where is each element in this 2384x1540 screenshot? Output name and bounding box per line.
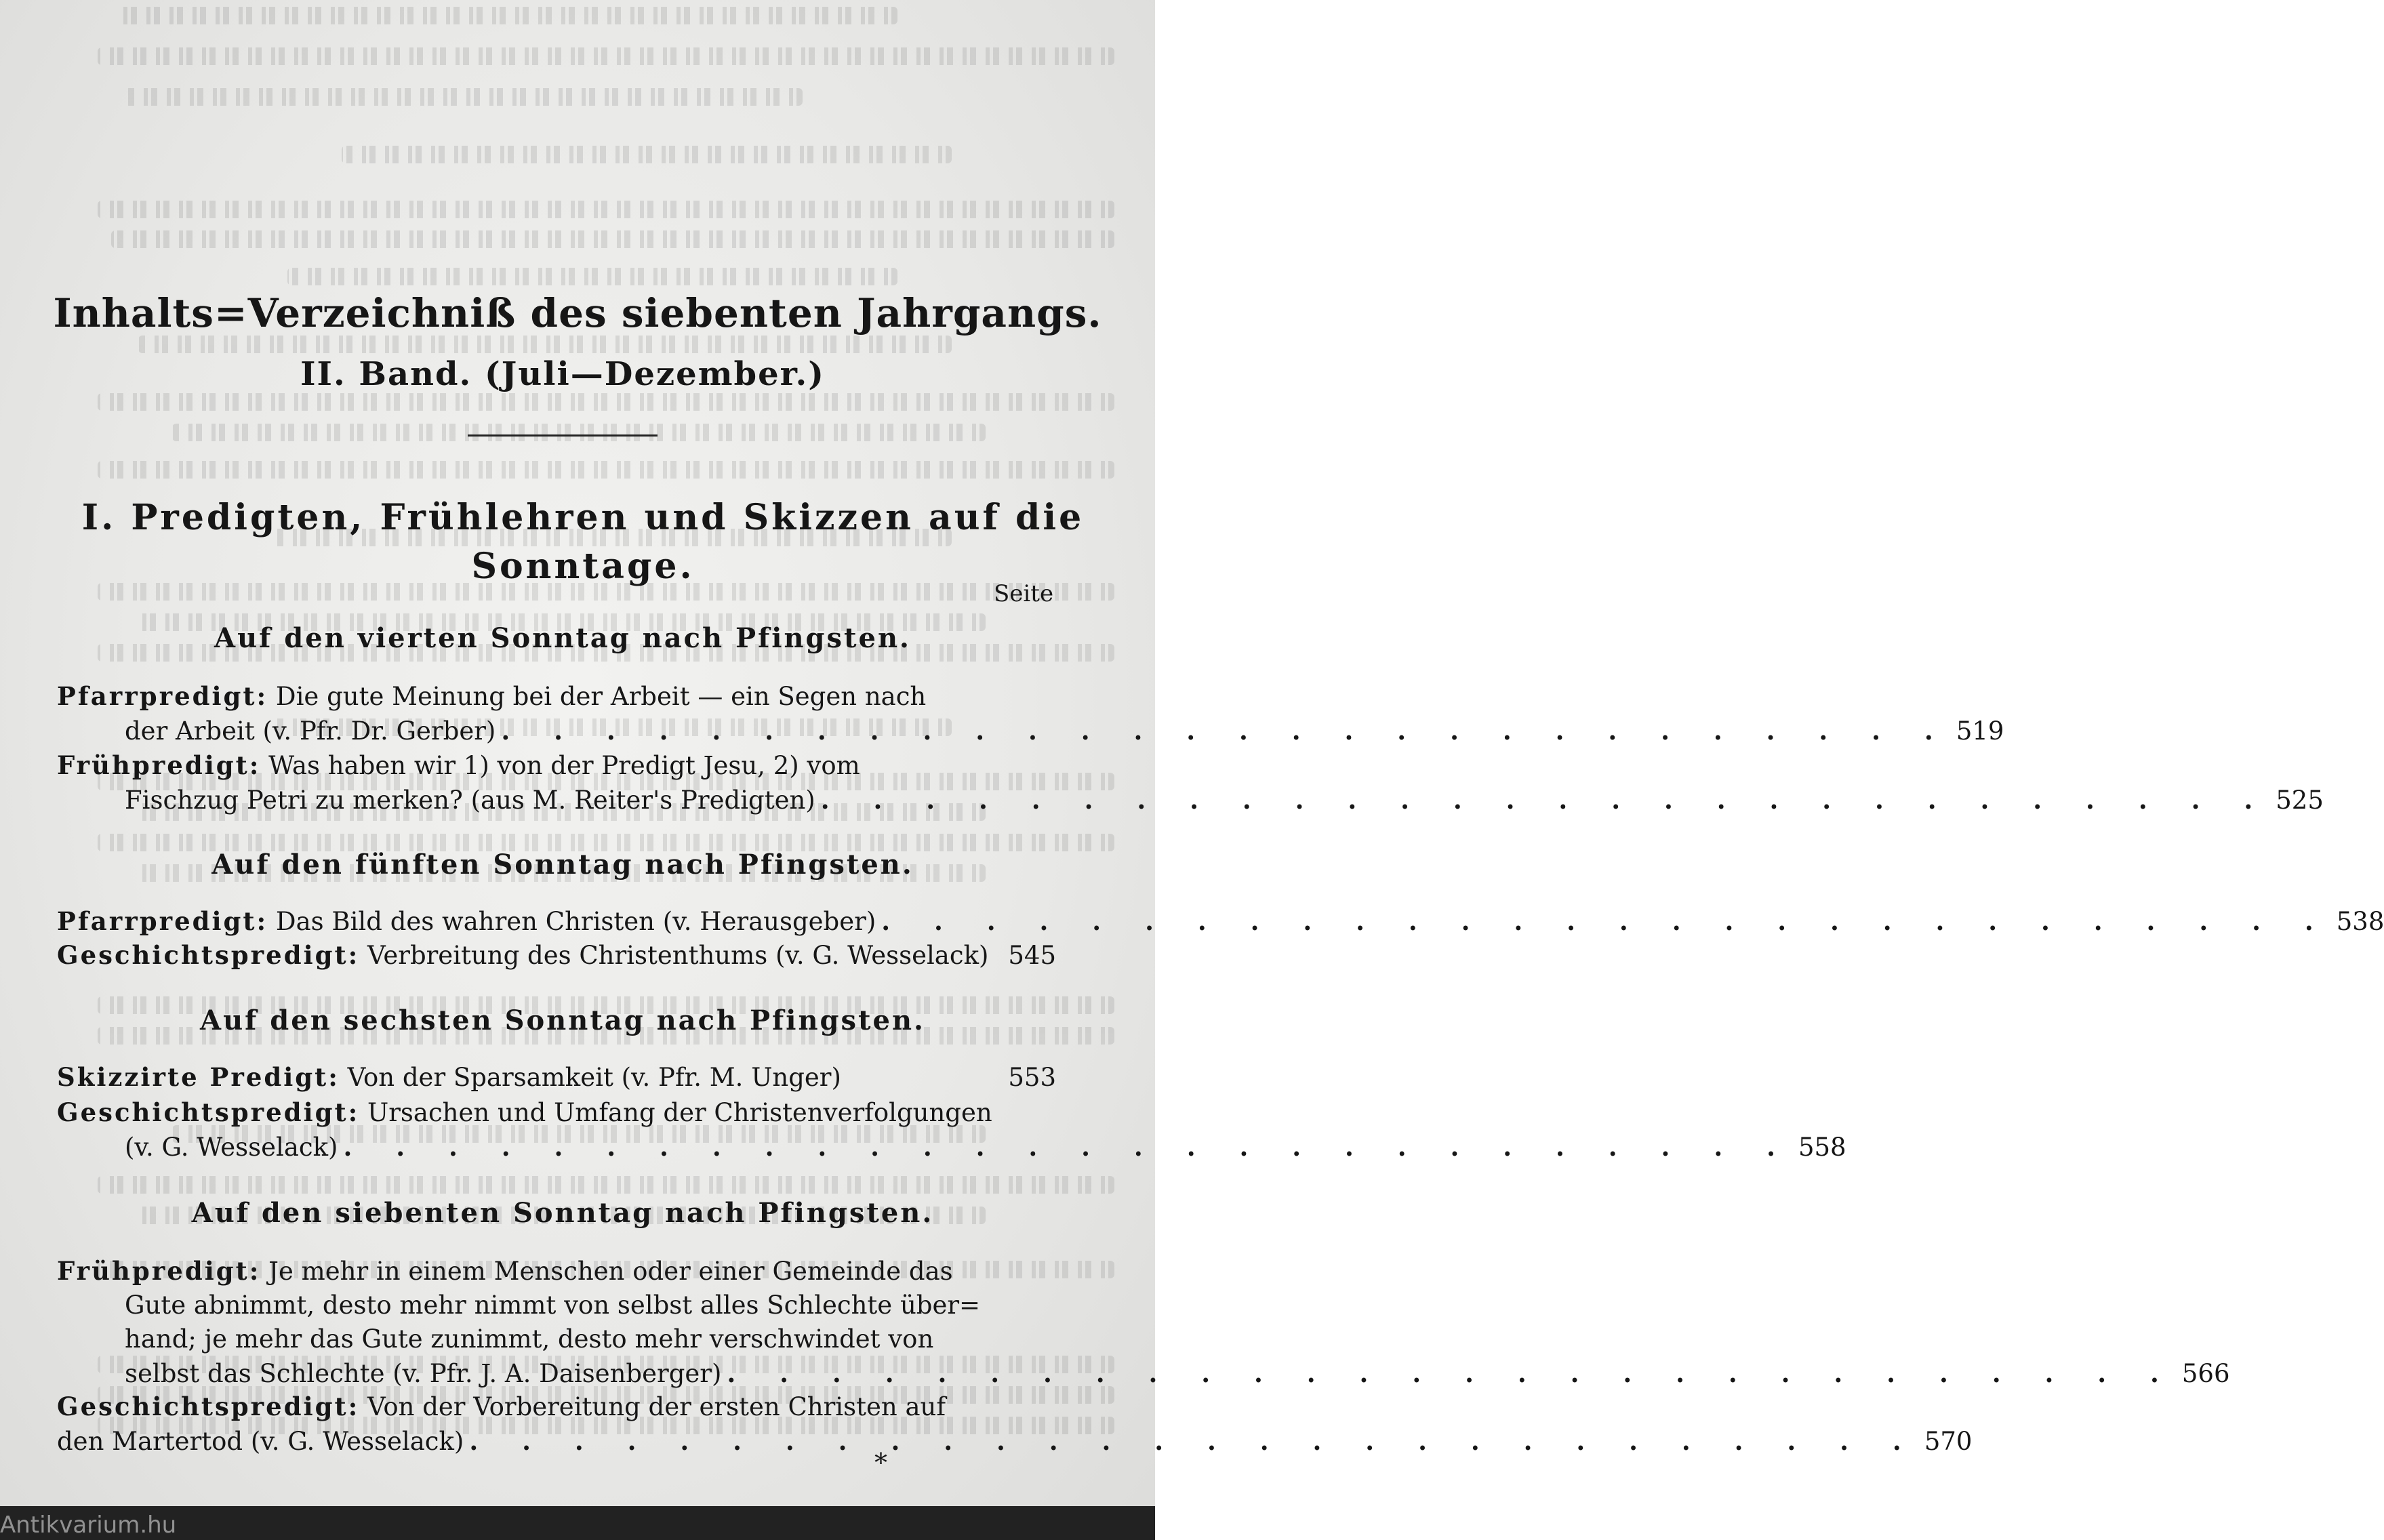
entry-text-end: Von der Sparsamkeit (v. Pfr. M. Unger) — [347, 1063, 841, 1092]
page-column-label: Seite — [994, 580, 1054, 607]
group-heading: Auf den siebenten Sonntag nach Pfingsten. — [191, 1197, 934, 1229]
leader-dots: . . . . . . . . . . . . . . . . . . . . . . . . . . . . — [820, 785, 2271, 815]
entry-text-end: (v. G. Wesselack) — [125, 1133, 338, 1162]
section-heading-line-1: I. Predigten, Frühlehren und Skizzen auf die — [81, 497, 1085, 538]
group-heading: Auf den fünften Sonntag nach Pfingsten. — [211, 849, 914, 880]
leader-dots: . . . . . . . . . . . . . . . . . . . . . . . . . . . . — [469, 1426, 1919, 1456]
entry-text: Was haben wir 1) von der Predigt Jesu, 2) vom — [268, 751, 860, 780]
entry-kind: Pfarrpredigt: — [57, 906, 268, 936]
leader-dots: . . . . . . . . . . . . . . . . . . . . . . . . . . . . — [501, 716, 1951, 746]
entry-text-end: der Arbeit (v. Pfr. Dr. Gerber) — [125, 716, 496, 746]
watermark: Antikvarium.hu — [0, 1512, 177, 1539]
entry-page-number: 570 — [1924, 1427, 1973, 1456]
entry-page-number: 545 — [1008, 941, 1056, 970]
entry-text: Ursachen und Umfang der Christenverfolgungen — [367, 1098, 992, 1127]
toc-entry — [57, 904, 2384, 939]
footnote-mark: * — [874, 1448, 887, 1478]
entry-text: Die gute Meinung bei der Arbeit — ein Segen nach — [275, 682, 927, 711]
entry-kind: Geschichtspredigt: — [57, 940, 360, 970]
entry-page-number: 553 — [1008, 1063, 1056, 1092]
entry-text-end: den Martertod (v. G. Wesselack) — [57, 1427, 464, 1456]
entry-kind: Frühpredigt: — [57, 750, 261, 780]
toc-entry — [57, 1060, 1056, 1095]
entry-page-number: 558 — [1798, 1133, 1846, 1162]
divider-rule — [468, 434, 658, 437]
section-heading — [54, 493, 1112, 591]
entry-kind: Frühpredigt: — [57, 1256, 261, 1286]
leader-dots: . . . . . . . . . . . . . . . . . . . . . . . . . . . . — [343, 1132, 1793, 1162]
toc-entry — [57, 679, 2004, 748]
toc-entry — [57, 1095, 1846, 1164]
toc-entry — [57, 938, 1056, 973]
page-subtitle: II. Band. (Juli—Dezember.) — [300, 355, 825, 393]
entry-kind: Pfarrpredigt: — [57, 681, 268, 711]
entry-kind: Skizzirte Predigt: — [57, 1062, 340, 1092]
leader-dots: . . . . . . . . . . . . . . . . . . . . . . . . . . . . — [881, 906, 2331, 936]
toc-entry — [57, 1390, 1973, 1459]
entry-text-line-3: hand; je mehr das Gute zunimmt, desto mehr verschwindet von — [125, 1324, 934, 1354]
entry-kind: Geschichtspredigt: — [57, 1392, 360, 1421]
page-title: Inhalts=Verzeichniß des siebenten Jahrgangs. — [53, 290, 1102, 336]
entry-page-number: 566 — [2181, 1359, 2230, 1388]
entry-text-end: Fischzug Petri zu merken? (aus M. Reiter's Predigten) — [125, 786, 815, 815]
entry-page-number: 519 — [1956, 716, 2004, 746]
toc-entry — [57, 1254, 2230, 1391]
leader-dots: . . . . . . . . . . . . . . . . . . . . . . . . . . . . — [727, 1358, 2177, 1388]
entry-text: Von der Vorbereitung der ersten Christen auf — [367, 1392, 946, 1421]
entry-text-end: Verbreitung des Christenthums (v. G. Wesselack) — [367, 941, 989, 970]
group-heading: Auf den vierten Sonntag nach Pfingsten. — [214, 622, 911, 654]
entry-text: Je mehr in einem Menschen oder einer Gemeinde das — [268, 1257, 953, 1286]
entry-page-number: 538 — [2336, 907, 2384, 936]
group-heading: Auf den sechsten Sonntag nach Pfingsten. — [200, 1005, 925, 1036]
entry-text-end: selbst das Schlechte (v. Pfr. J. A. Daisenberger) — [125, 1359, 722, 1388]
toc-entry — [57, 748, 2324, 817]
entry-text-line-2: Gute abnimmt, desto mehr nimmt von selbst alles Schlechte über= — [125, 1291, 981, 1320]
entry-text-end: Das Bild des wahren Christen (v. Herausgeber) — [275, 907, 876, 936]
entry-kind: Geschichtspredigt: — [57, 1097, 360, 1127]
section-heading-line-2: Sonntage. — [471, 546, 695, 587]
entry-page-number: 525 — [2276, 786, 2324, 815]
